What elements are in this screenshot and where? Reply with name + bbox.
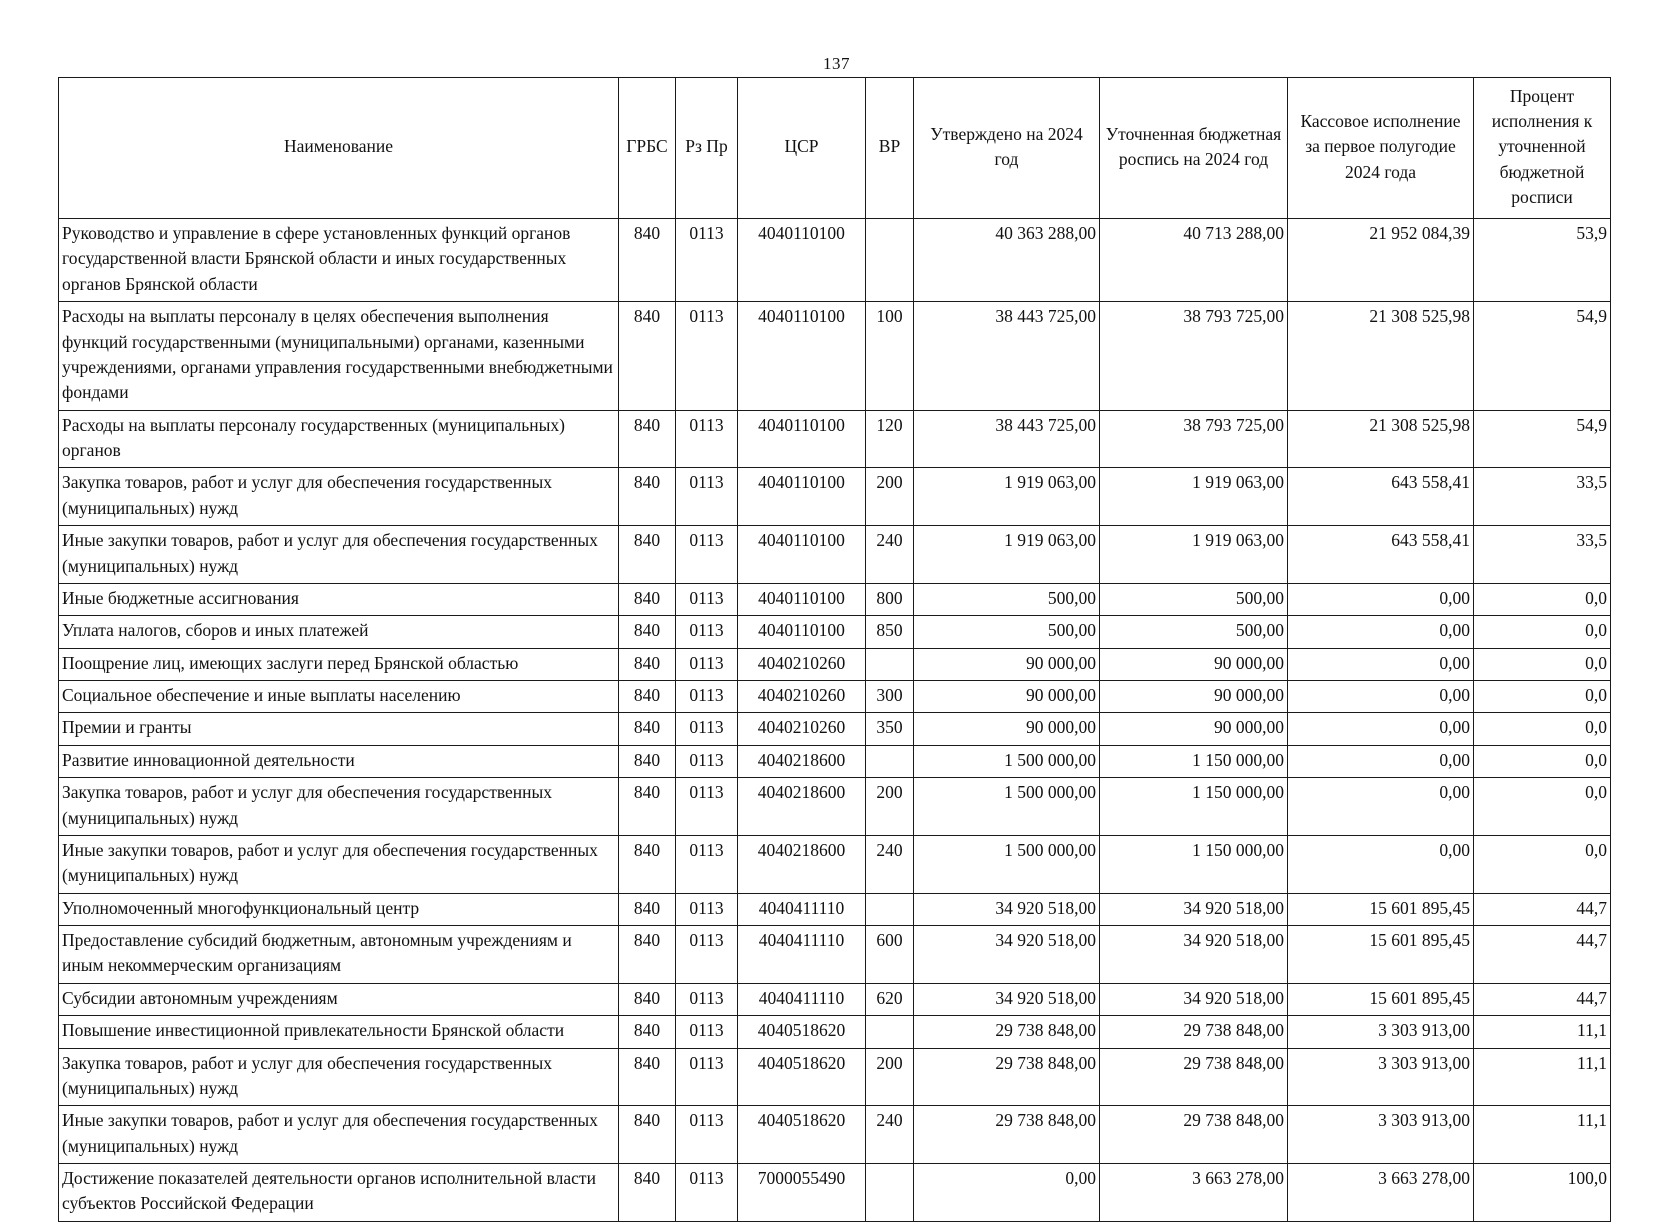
cell-approved: 38 443 725,00 — [914, 410, 1100, 468]
cell-percent: 54,9 — [1474, 410, 1611, 468]
cell-approved: 29 738 848,00 — [914, 1016, 1100, 1048]
cell-csr: 7000055490 — [738, 1164, 866, 1222]
cell-approved: 1 500 000,00 — [914, 778, 1100, 836]
cell-vr: 240 — [866, 1106, 914, 1164]
cell-grbs: 840 — [619, 583, 676, 615]
cell-refined: 34 920 518,00 — [1100, 983, 1288, 1015]
cell-csr: 4040210260 — [738, 648, 866, 680]
cell-grbs: 840 — [619, 778, 676, 836]
cell-cash: 0,00 — [1288, 778, 1474, 836]
cell-name: Поощрение лиц, имеющих заслуги перед Брянской областью — [59, 648, 619, 680]
cell-approved: 34 920 518,00 — [914, 893, 1100, 925]
cell-vr: 200 — [866, 468, 914, 526]
cell-grbs: 840 — [619, 468, 676, 526]
cell-grbs: 840 — [619, 616, 676, 648]
cell-name: Уполномоченный многофункциональный центр — [59, 893, 619, 925]
page-number: 137 — [823, 54, 850, 73]
cell-rzpr: 0113 — [676, 648, 738, 680]
cell-refined: 3 663 278,00 — [1100, 1164, 1288, 1222]
cell-percent: 0,0 — [1474, 713, 1611, 745]
cell-cash: 15 601 895,45 — [1288, 893, 1474, 925]
cell-cash: 3 303 913,00 — [1288, 1048, 1474, 1106]
cell-cash: 3 303 913,00 — [1288, 1016, 1474, 1048]
cell-name: Уплата налогов, сборов и иных платежей — [59, 616, 619, 648]
budget-execution-table — [58, 77, 1611, 1222]
cell-cash: 21 308 525,98 — [1288, 302, 1474, 411]
cell-grbs: 840 — [619, 681, 676, 713]
cell-approved: 500,00 — [914, 616, 1100, 648]
cell-percent: 11,1 — [1474, 1048, 1611, 1106]
table-body — [59, 219, 1611, 1222]
cell-grbs: 840 — [619, 1164, 676, 1222]
cell-refined: 38 793 725,00 — [1100, 302, 1288, 411]
cell-approved: 1 500 000,00 — [914, 835, 1100, 893]
cell-refined: 90 000,00 — [1100, 681, 1288, 713]
cell-refined: 500,00 — [1100, 583, 1288, 615]
header-vr: ВР — [866, 78, 914, 219]
header-name: Наименование — [59, 78, 619, 219]
cell-approved: 29 738 848,00 — [914, 1048, 1100, 1106]
table-row — [59, 648, 1611, 680]
cell-cash: 643 558,41 — [1288, 468, 1474, 526]
cell-name: Премии и гранты — [59, 713, 619, 745]
cell-grbs: 840 — [619, 893, 676, 925]
cell-approved: 0,00 — [914, 1164, 1100, 1222]
cell-name: Субсидии автономным учреждениям — [59, 983, 619, 1015]
cell-percent: 0,0 — [1474, 778, 1611, 836]
cell-vr — [866, 745, 914, 777]
cell-grbs: 840 — [619, 983, 676, 1015]
cell-percent: 33,5 — [1474, 526, 1611, 584]
cell-vr — [866, 219, 914, 302]
cell-rzpr: 0113 — [676, 926, 738, 984]
cell-refined: 1 150 000,00 — [1100, 778, 1288, 836]
cell-name: Развитие инновационной деятельности — [59, 745, 619, 777]
cell-name: Иные закупки товаров, работ и услуг для обеспечения государственных (муниципальных) нужд — [59, 835, 619, 893]
cell-refined: 34 920 518,00 — [1100, 926, 1288, 984]
cell-percent: 0,0 — [1474, 648, 1611, 680]
cell-csr: 4040218600 — [738, 778, 866, 836]
cell-cash: 21 952 084,39 — [1288, 219, 1474, 302]
cell-percent: 11,1 — [1474, 1106, 1611, 1164]
cell-csr: 4040110100 — [738, 302, 866, 411]
cell-grbs: 840 — [619, 1016, 676, 1048]
cell-vr: 620 — [866, 983, 914, 1015]
table-row — [59, 983, 1611, 1015]
cell-cash: 3 663 278,00 — [1288, 1164, 1474, 1222]
cell-rzpr: 0113 — [676, 616, 738, 648]
cell-grbs: 840 — [619, 1048, 676, 1106]
cell-grbs: 840 — [619, 926, 676, 984]
cell-approved: 34 920 518,00 — [914, 983, 1100, 1015]
cell-rzpr: 0113 — [676, 983, 738, 1015]
cell-vr: 200 — [866, 1048, 914, 1106]
cell-percent: 0,0 — [1474, 583, 1611, 615]
cell-percent: 0,0 — [1474, 835, 1611, 893]
cell-csr: 4040411110 — [738, 983, 866, 1015]
cell-approved: 38 443 725,00 — [914, 302, 1100, 411]
table-row — [59, 616, 1611, 648]
cell-approved: 34 920 518,00 — [914, 926, 1100, 984]
cell-approved: 500,00 — [914, 583, 1100, 615]
cell-cash: 0,00 — [1288, 713, 1474, 745]
cell-csr: 4040518620 — [738, 1016, 866, 1048]
cell-vr: 100 — [866, 302, 914, 411]
cell-refined: 1 919 063,00 — [1100, 526, 1288, 584]
cell-grbs: 840 — [619, 526, 676, 584]
cell-vr: 350 — [866, 713, 914, 745]
cell-name: Социальное обеспечение и иные выплаты населению — [59, 681, 619, 713]
cell-rzpr: 0113 — [676, 583, 738, 615]
cell-vr: 800 — [866, 583, 914, 615]
cell-refined: 29 738 848,00 — [1100, 1048, 1288, 1106]
cell-approved: 90 000,00 — [914, 648, 1100, 680]
cell-csr: 4040110100 — [738, 219, 866, 302]
cell-vr: 200 — [866, 778, 914, 836]
cell-rzpr: 0113 — [676, 1164, 738, 1222]
cell-csr: 4040110100 — [738, 468, 866, 526]
cell-name: Закупка товаров, работ и услуг для обеспечения государственных (муниципальных) нужд — [59, 1048, 619, 1106]
cell-grbs: 840 — [619, 835, 676, 893]
cell-grbs: 840 — [619, 410, 676, 468]
table-row — [59, 1016, 1611, 1048]
cell-rzpr: 0113 — [676, 468, 738, 526]
cell-vr — [866, 1016, 914, 1048]
header-percent: Процент исполнения к уточненной бюджетной росписи — [1474, 78, 1611, 219]
header-rzpr: Рз Пр — [676, 78, 738, 219]
cell-name: Иные закупки товаров, работ и услуг для обеспечения государственных (муниципальных) нужд — [59, 526, 619, 584]
cell-name: Руководство и управление в сфере установленных функций органов государственной власти Брянской области и иных государственных органов Брянской области — [59, 219, 619, 302]
table-header — [59, 78, 1611, 219]
cell-percent: 53,9 — [1474, 219, 1611, 302]
cell-cash: 0,00 — [1288, 835, 1474, 893]
cell-rzpr: 0113 — [676, 1106, 738, 1164]
cell-refined: 40 713 288,00 — [1100, 219, 1288, 302]
cell-name: Закупка товаров, работ и услуг для обеспечения государственных (муниципальных) нужд — [59, 778, 619, 836]
cell-grbs: 840 — [619, 648, 676, 680]
cell-percent: 33,5 — [1474, 468, 1611, 526]
cell-cash: 0,00 — [1288, 648, 1474, 680]
cell-percent: 0,0 — [1474, 616, 1611, 648]
cell-name: Предоставление субсидий бюджетным, автономным учреждениям и иным некоммерческим организациям — [59, 926, 619, 984]
cell-grbs: 840 — [619, 1106, 676, 1164]
table-row — [59, 1106, 1611, 1164]
cell-cash: 15 601 895,45 — [1288, 983, 1474, 1015]
cell-csr: 4040518620 — [738, 1048, 866, 1106]
cell-percent: 100,0 — [1474, 1164, 1611, 1222]
cell-approved: 29 738 848,00 — [914, 1106, 1100, 1164]
cell-vr — [866, 893, 914, 925]
cell-csr: 4040210260 — [738, 713, 866, 745]
cell-percent: 44,7 — [1474, 893, 1611, 925]
cell-name: Достижение показателей деятельности органов исполнительной власти субъектов Российской Федерации — [59, 1164, 619, 1222]
cell-rzpr: 0113 — [676, 302, 738, 411]
cell-percent: 11,1 — [1474, 1016, 1611, 1048]
cell-csr: 4040411110 — [738, 926, 866, 984]
cell-percent: 44,7 — [1474, 983, 1611, 1015]
table-row — [59, 713, 1611, 745]
cell-grbs: 840 — [619, 745, 676, 777]
cell-cash: 15 601 895,45 — [1288, 926, 1474, 984]
cell-percent: 54,9 — [1474, 302, 1611, 411]
cell-rzpr: 0113 — [676, 410, 738, 468]
cell-csr: 4040110100 — [738, 526, 866, 584]
header-refined: Уточненная бюджетная роспись на 2024 год — [1100, 78, 1288, 219]
cell-name: Расходы на выплаты персоналу в целях обеспечения выполнения функций государственными (муниципальными) органами, казенными учреждениями, органами управления государственными внебюджетными фондами — [59, 302, 619, 411]
cell-approved: 1 919 063,00 — [914, 468, 1100, 526]
cell-grbs: 840 — [619, 219, 676, 302]
table-row — [59, 745, 1611, 777]
cell-refined: 38 793 725,00 — [1100, 410, 1288, 468]
cell-cash: 0,00 — [1288, 616, 1474, 648]
cell-csr: 4040218600 — [738, 745, 866, 777]
cell-percent: 44,7 — [1474, 926, 1611, 984]
cell-name: Иные бюджетные ассигнования — [59, 583, 619, 615]
cell-approved: 40 363 288,00 — [914, 219, 1100, 302]
table-row — [59, 778, 1611, 836]
cell-rzpr: 0113 — [676, 1048, 738, 1106]
cell-rzpr: 0113 — [676, 893, 738, 925]
cell-csr: 4040110100 — [738, 616, 866, 648]
cell-vr: 600 — [866, 926, 914, 984]
cell-refined: 1 150 000,00 — [1100, 745, 1288, 777]
cell-rzpr: 0113 — [676, 835, 738, 893]
cell-percent: 0,0 — [1474, 681, 1611, 713]
cell-vr: 300 — [866, 681, 914, 713]
cell-refined: 1 919 063,00 — [1100, 468, 1288, 526]
cell-rzpr: 0113 — [676, 681, 738, 713]
cell-vr: 850 — [866, 616, 914, 648]
table-row — [59, 219, 1611, 302]
table-row — [59, 681, 1611, 713]
cell-approved: 1 919 063,00 — [914, 526, 1100, 584]
table-row — [59, 468, 1611, 526]
cell-rzpr: 0113 — [676, 745, 738, 777]
table-row — [59, 893, 1611, 925]
table-row — [59, 526, 1611, 584]
cell-refined: 90 000,00 — [1100, 648, 1288, 680]
cell-refined: 1 150 000,00 — [1100, 835, 1288, 893]
cell-name: Закупка товаров, работ и услуг для обеспечения государственных (муниципальных) нужд — [59, 468, 619, 526]
cell-refined: 29 738 848,00 — [1100, 1016, 1288, 1048]
table-row — [59, 926, 1611, 984]
cell-refined: 29 738 848,00 — [1100, 1106, 1288, 1164]
cell-vr — [866, 648, 914, 680]
header-csr: ЦСР — [738, 78, 866, 219]
cell-rzpr: 0113 — [676, 778, 738, 836]
cell-cash: 643 558,41 — [1288, 526, 1474, 584]
table-row — [59, 583, 1611, 615]
cell-csr: 4040411110 — [738, 893, 866, 925]
cell-csr: 4040110100 — [738, 583, 866, 615]
cell-cash: 3 303 913,00 — [1288, 1106, 1474, 1164]
cell-rzpr: 0113 — [676, 1016, 738, 1048]
cell-refined: 500,00 — [1100, 616, 1288, 648]
cell-cash: 0,00 — [1288, 583, 1474, 615]
cell-name: Расходы на выплаты персоналу государственных (муниципальных) органов — [59, 410, 619, 468]
header-cash: Кассовое исполнение за первое полугодие 2024 года — [1288, 78, 1474, 219]
cell-rzpr: 0113 — [676, 526, 738, 584]
cell-vr — [866, 1164, 914, 1222]
table-row — [59, 302, 1611, 411]
cell-cash: 0,00 — [1288, 745, 1474, 777]
cell-rzpr: 0113 — [676, 219, 738, 302]
cell-csr: 4040110100 — [738, 410, 866, 468]
table-row — [59, 1048, 1611, 1106]
cell-name: Иные закупки товаров, работ и услуг для обеспечения государственных (муниципальных) нужд — [59, 1106, 619, 1164]
cell-csr: 4040218600 — [738, 835, 866, 893]
cell-grbs: 840 — [619, 302, 676, 411]
cell-csr: 4040518620 — [738, 1106, 866, 1164]
cell-cash: 21 308 525,98 — [1288, 410, 1474, 468]
cell-approved: 90 000,00 — [914, 681, 1100, 713]
cell-vr: 240 — [866, 835, 914, 893]
cell-refined: 90 000,00 — [1100, 713, 1288, 745]
cell-grbs: 840 — [619, 713, 676, 745]
cell-vr: 240 — [866, 526, 914, 584]
cell-cash: 0,00 — [1288, 681, 1474, 713]
cell-vr: 120 — [866, 410, 914, 468]
cell-approved: 1 500 000,00 — [914, 745, 1100, 777]
table-row — [59, 410, 1611, 468]
header-grbs: ГРБС — [619, 78, 676, 219]
cell-approved: 90 000,00 — [914, 713, 1100, 745]
table-row — [59, 835, 1611, 893]
header-row — [59, 78, 1611, 219]
table-row — [59, 1164, 1611, 1222]
header-approved: Утверждено на 2024 год — [914, 78, 1100, 219]
cell-csr: 4040210260 — [738, 681, 866, 713]
cell-name: Повышение инвестиционной привлекательности Брянской области — [59, 1016, 619, 1048]
cell-refined: 34 920 518,00 — [1100, 893, 1288, 925]
cell-percent: 0,0 — [1474, 745, 1611, 777]
cell-rzpr: 0113 — [676, 713, 738, 745]
